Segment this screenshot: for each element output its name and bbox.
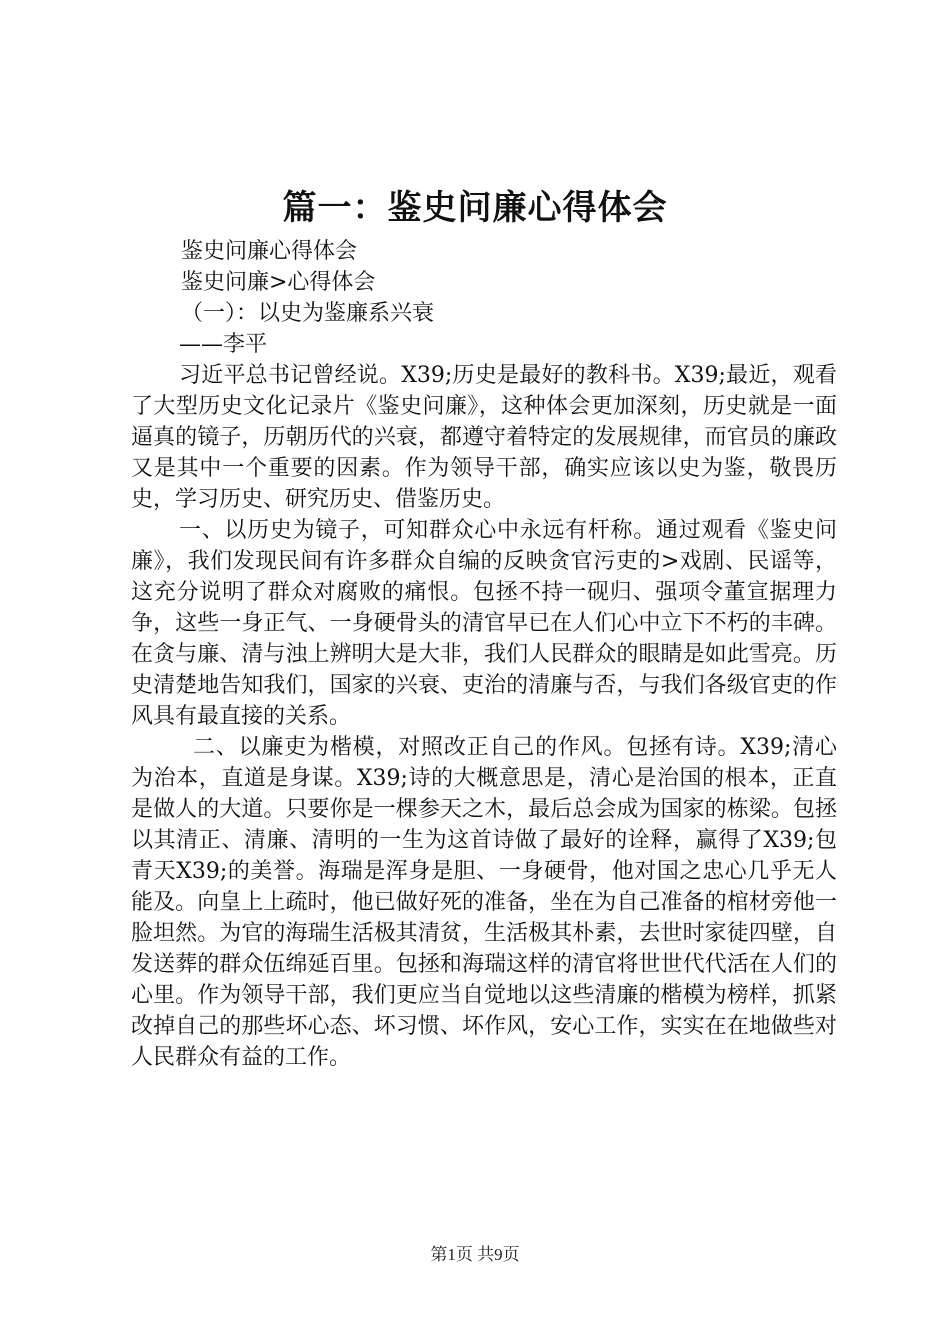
author-signature: ——李平 (179, 332, 268, 357)
document-title: 篇一：鉴史问廉心得体会 (282, 188, 668, 228)
subtitle-line: 鉴史问廉>心得体会 (181, 270, 376, 295)
section-heading: （一）：以史为鉴廉系兴衰 (181, 301, 435, 326)
paragraph: 一、以历史为镜子，可知群众心中永远有杆称。通过观看《鉴史问廉》，我们发现民间有许多群众自编的反映贪官污吏的>戏剧、民谣等，这充分说明了群众对腐败的痛恨。包拯不持一砚归、强项令董宣据理力争，这些一身正气、一身硬骨头的清官早已在人们心中立下不朽的丰碑。在贪与廉、清与浊上辨明大是大非，我们人民群众的眼睛是如此雪亮。历史清楚地告知我们，国家的兴衰、吏治的清廉与否，与我们各级官吏的作风具有最直接的关系。 (131, 518, 837, 729)
paragraph: 习近平总书记曾经说。X39;历史是最好的教科书。X39;最近，观看了大型历史文化记录片《鉴史问廉》，这种体会更加深刻，历史就是一面逼真的镜子，历朝历代的兴衰，都遵守着特定的发展规律，而官员的廉政又是其中一个重要的因素。作为领导干部，确实应该以史为鉴，敬畏历史，学习历史、研究历史、借鉴历史。 (131, 363, 837, 512)
page-number-footer: 第1页 共9页 (430, 1245, 520, 1264)
subtitle-line: 鉴史问廉心得体会 (181, 239, 358, 264)
document-body (131, 236, 837, 1073)
paragraph: 二、以廉吏为楷模，对照改正自己的作风。包拯有诗。X39;清心为治本，直道是身谋。X39;诗的大概意思是，清心是治国的根本，正直是做人的大道。只要你是一棵参天之木，最后总会成为国家的栋梁。包拯以其清正、清廉、清明的一生为这首诗做了最好的诠释，赢得了X39;包青天X39;的美誉。海瑞是浑身是胆、一身硬骨，他对国之忠心几乎无人能及。向皇上上疏时，他已做好死的准备，坐在为自己准备的棺材旁他一脸坦然。为官的海瑞生活极其清贫，生活极其朴素，去世时家徒四壁，自发送葬的群众伍绵延百里。包拯和海瑞这样的清官将世世代代活在人们的心里。作为领导干部，我们更应当自觉地以这些清廉的楷模为榜样，抓紧改掉自己的那些坏心态、坏习惯、坏作风，安心工作，实实在在地做些对人民群众有益的工作。 (131, 735, 837, 1070)
